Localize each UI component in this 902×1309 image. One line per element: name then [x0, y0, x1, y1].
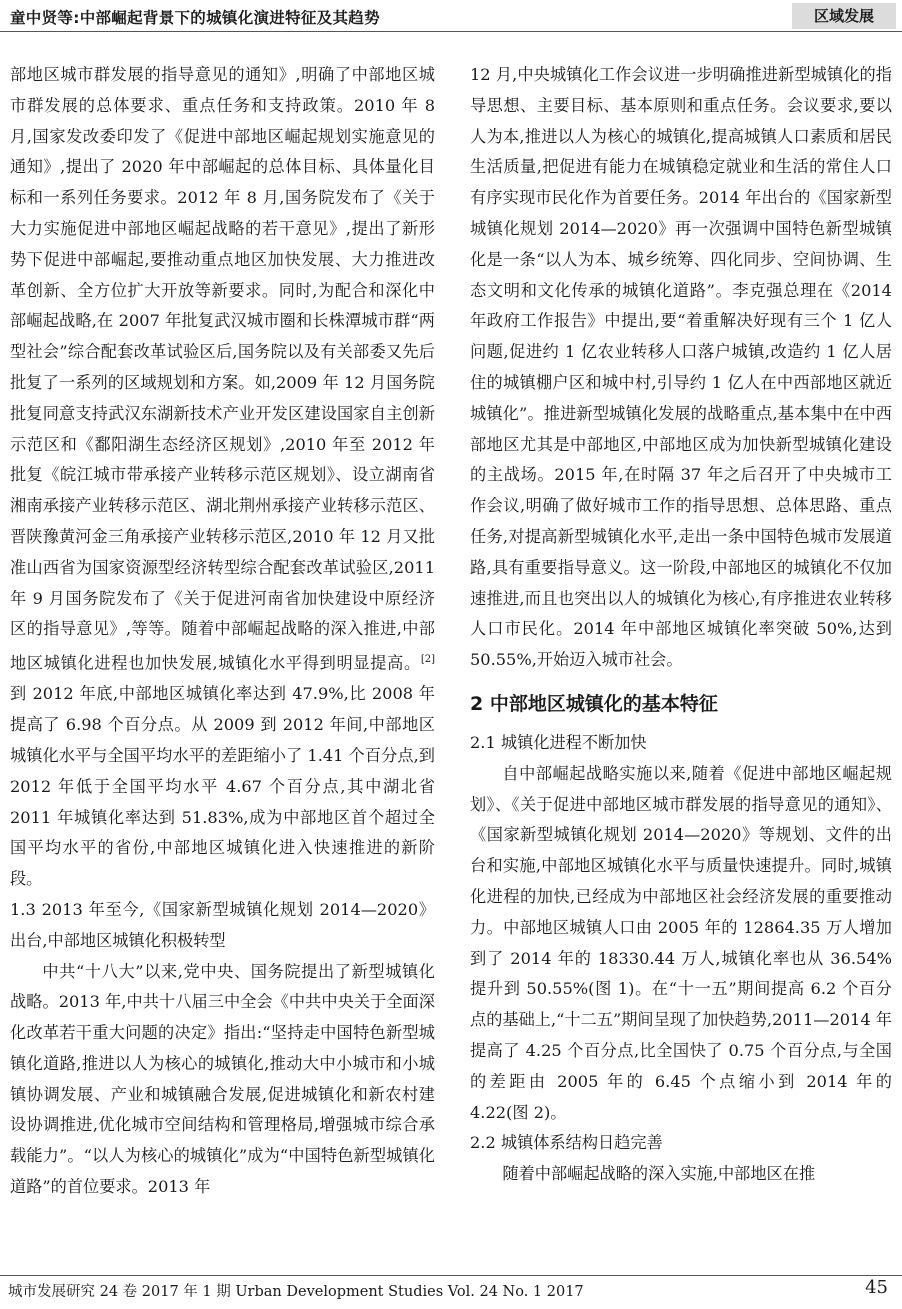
paragraph-text: 到 2012 年底,中部地区城镇化率达到 47.9%,比 2008 年提高了 6.98 个百分点。从 2009 到 2012 年间,中部地区城镇化水平与全国平均水平的差距缩小了 1.41 个百分点,到 2012 年低于全国平均水平 4.67 个百分点,其中湖北省 2011 年城镇化率达到 51.83%,成为中部地区首个超过全国平均水平的省份,中部地区城镇化进入快速推进的新阶段。: [10, 684, 435, 889]
page-footer: [0, 1275, 902, 1309]
header-rule: [0, 31, 902, 32]
right-column: [470, 60, 892, 1190]
body-paragraph: 自中部崛起战略实施以来,随着《促进中部地区崛起规划》、《关于促进中部地区城市群发展的指导意见的通知》、《国家新型城镇化规划 2014—2020》等规划、文件的出台和实施,中部地区城镇化水平与质量快速提升。同时,城镇化进程的加快,已经成为中部地区社会经济发展的重要推动力。中部地区城镇人口由 2005 年的 12864.35 万人增加到了 2014 年的 18330.44 万人,城镇化率也从 36.54% 提升到 50.55%(图 1)。在“十一五”期间提高 6.2 个百分点的基础上,“十二五”期间呈现了加快趋势,2011—2014 年提高了 4.25 个百分点,比全国快了 0.75 个百分点,与全国的差距由 2005 年的 6.45 个点缩小到 2014 年的 4.22(图 2)。: [470, 763, 892, 1122]
body-paragraph: 12 月,中央城镇化工作会议进一步明确推进新型城镇化的指导思想、主要目标、基本原则和重点任务。会议要求,要以人为本,推进以人为核心的城镇化,提高城镇人口素质和居民生活质量,把促进有能力在城镇稳定就业和生活的常住人口有序实现市民化作为首要任务。2014 年出台的《国家新型城镇化规划 2014—2020》再一次强调中国特色新型城镇化是一条“以人为本、城乡统筹、四化同步、空间协调、生态文明和文化传承的城镇化道路”。李克强总理在《2014 年政府工作报告》中提出,要“着重解决好现有三个 1 亿人问题,促进约 1 亿农业转移人口落户城镇,改造约 1 亿人居住的城镇棚户区和城中村,引导约 1 亿人在中西部地区就近城镇化”。推进新型城镇化发展的战略重点,基本集中在中西部地区尤其是中部地区,中部地区成为加快新型城镇化建设的主战场。2015 年,在时隔 37 年之后召开了中央城市工作会议,明确了做好城市工作的指导思想、总体思路、重点任务,对提高新型城镇化水平,走出一条中国特色城市发展道路,具有重要指导意义。这一阶段,中部地区的城镇化不仅加速推进,而且也突出以人的城镇化为核心,有序推进农业转移人口市民化。2014 年中部地区城镇化率突破 50%,达到 50.55%,开始迈入城市社会。: [470, 65, 892, 670]
subsection-heading-2-1: 2.1 城镇化进程不断加快: [470, 732, 647, 752]
page-number: 45: [865, 1277, 888, 1298]
paragraph-text: 部地区城市群发展的指导意见的通知》,明确了中部地区城市群发展的总体要求、重点任务和支持政策。2010 年 8 月,国家发改委印发了《促进中部地区崛起规划实施意见的通知》,提出了 2020 年中部崛起的总体目标、具体量化目标和一系列任务要求。2012 年 8 月,国务院发布了《关于大力实施促进中部地区崛起战略的若干意见》,提出了新形势下促进中部崛起,要推动重点地区加快发展、大力推进改革创新、全方位扩大开放等新要求。同时,为配合和深化中部崛起战略,在 2007 年批复武汉城市圈和长株潭城市群“两型社会”综合配套改革试验区后,国务院以及有关部委又先后批复了一系列的区域规划和方案。如,2009 年 12 月国务院批复同意支持武汉东湖新技术产业开发区建设国家自主创新示范区和《鄱阳湖生态经济区规划》,2010 年至 2012 年批复《皖江城市带承接产业转移示范区规划》、设立湖南省湘南承接产业转移示范区、湖北荆州承接产业转移示范区、晋陕豫黄河金三角承接产业转移示范区,2010 年 12 月又批准山西省为国家资源型经济转型综合配套改革试验区,2011 年 9 月国务院发布了《关于促进河南省加快建设中原经济区的指导意见》,等等。随着中部崛起战略的深入推进,中部地区城镇化进程也加快发展,城镇化水平得到明显提高。: [10, 65, 435, 673]
subsection-heading-2-2: 2.2 城镇体系结构日趋完善: [470, 1133, 663, 1153]
section-heading-2: 2 中部地区城镇化的基本特征: [470, 692, 718, 715]
running-title: 童中贤等:中部崛起背景下的城镇化演进特征及其趋势: [10, 9, 380, 27]
left-column: [10, 60, 435, 1203]
page-header: [0, 0, 902, 34]
body-paragraph: [10, 60, 435, 895]
journal-citation: 城市发展研究 24 卷 2017 年 1 期 Urban Development Studies Vol. 24 No. 1 2017: [8, 1284, 584, 1300]
footer-rule: [0, 1275, 902, 1276]
section-tag: 区域发展: [792, 3, 896, 29]
subsection-heading-1-3: 1.3 2013 年至今,《国家新型城镇化规划 2014—2020》出台,中部地区城镇化积极转型: [10, 899, 435, 950]
body-paragraph: 随着中部崛起战略的深入实施,中部地区在推: [502, 1164, 816, 1184]
citation-marker: [2]: [420, 654, 435, 666]
body-paragraph: 中共“十八大”以来,党中央、国务院提出了新型城镇化战略。2013 年,中共十八届三中全会《中共中央关于全面深化改革若干重大问题的决定》指出:“坚持走中国特色新型城镇化道路,推进以人为核心的城镇化,推动大中小城市和小城镇协调发展、产业和城镇融合发展,促进城镇化和新农村建设协调推进,优化城市空间结构和管理格局,增强城市综合承载能力”。“以人为核心的城镇化”成为“中国特色新型城镇化道路”的首位要求。2013 年: [10, 961, 435, 1197]
